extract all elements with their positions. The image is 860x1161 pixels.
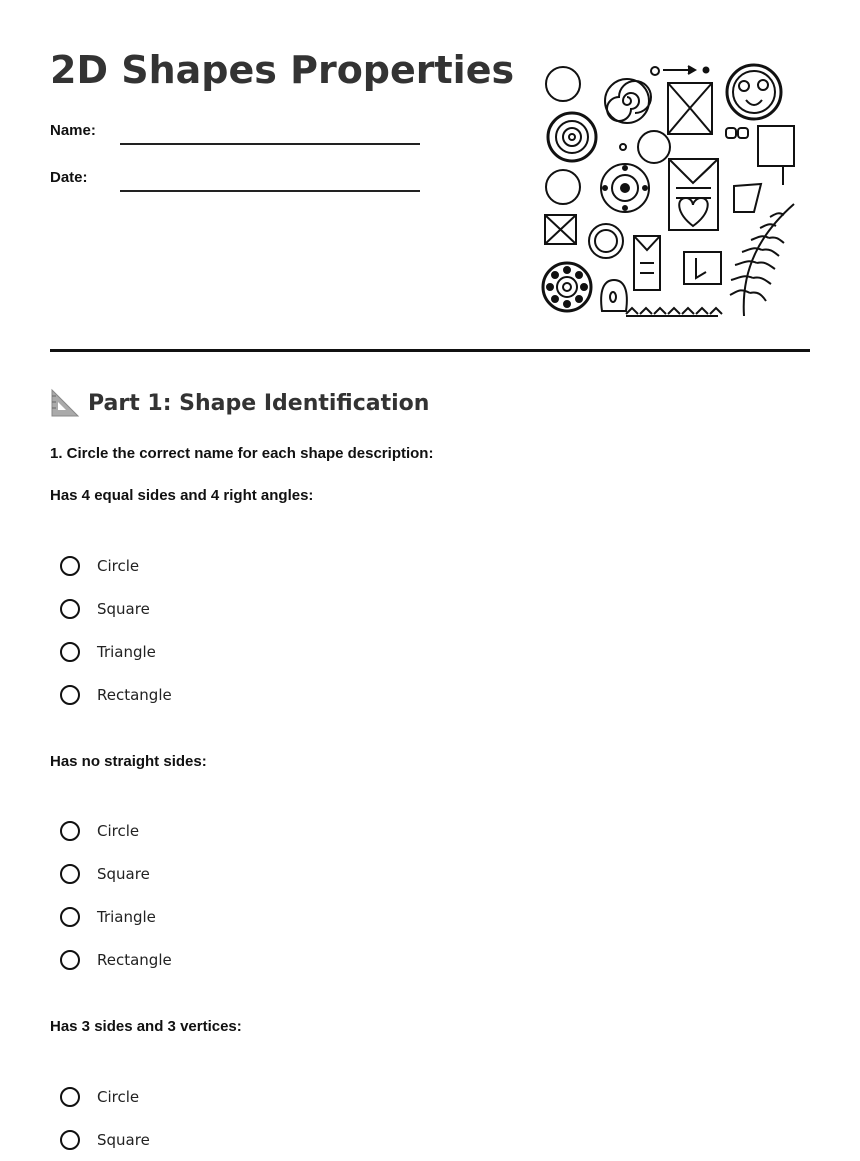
worksheet-title: 2D Shapes Properties	[50, 48, 515, 92]
option-label: Circle	[97, 822, 140, 840]
instruction-text: 1. Circle the correct name for each shape description:	[50, 445, 434, 462]
date-line[interactable]	[120, 190, 420, 192]
tiki-small-icon	[634, 236, 660, 290]
option-rectangle[interactable]	[60, 948, 172, 972]
radio-button[interactable]	[60, 907, 80, 927]
option-label: Square	[97, 865, 150, 883]
option-label: Circle	[97, 1088, 140, 1106]
maori-pattern-shapes-collage-icon	[536, 58, 806, 324]
radio-button[interactable]	[60, 1087, 80, 1107]
option-label: Triangle	[97, 643, 156, 661]
option-label: Rectangle	[97, 686, 172, 704]
option-square[interactable]	[60, 1128, 150, 1152]
option-triangle[interactable]	[60, 905, 156, 929]
section-title: Part 1: Shape Identification	[88, 390, 430, 416]
fern-icon	[730, 204, 794, 316]
radio-button[interactable]	[60, 642, 80, 662]
option-rectangle[interactable]	[60, 683, 172, 707]
spiral-icon	[605, 79, 651, 123]
question-prompt: Has 4 equal sides and 4 right angles:	[50, 487, 314, 504]
spiral-icon	[548, 113, 596, 161]
question-prompt: Has 3 sides and 3 vertices:	[50, 1018, 242, 1035]
set-square-icon	[50, 388, 80, 418]
option-label: Square	[97, 600, 150, 618]
radio-button[interactable]	[60, 556, 80, 576]
radio-button[interactable]	[60, 1130, 80, 1150]
question-prompt: Has no straight sides:	[50, 753, 207, 770]
option-circle[interactable]	[60, 819, 139, 843]
radio-button[interactable]	[60, 864, 80, 884]
option-square[interactable]	[60, 862, 150, 886]
section-heading	[50, 388, 429, 418]
ring-icon	[589, 224, 623, 258]
radio-button[interactable]	[60, 685, 80, 705]
date-label: Date:	[50, 169, 88, 186]
option-circle[interactable]	[60, 1085, 139, 1109]
name-label: Name:	[50, 122, 96, 139]
tiki-icon	[669, 159, 718, 230]
option-label: Circle	[97, 557, 140, 575]
radio-button[interactable]	[60, 821, 80, 841]
option-square[interactable]	[60, 597, 150, 621]
name-line[interactable]	[120, 143, 420, 145]
radio-button[interactable]	[60, 950, 80, 970]
header-divider	[50, 349, 810, 352]
flower-circle-icon	[543, 263, 591, 311]
option-triangle[interactable]	[60, 640, 156, 664]
option-circle[interactable]	[60, 554, 139, 578]
option-label: Rectangle	[97, 951, 172, 969]
option-label: Triangle	[97, 908, 156, 926]
radio-button[interactable]	[60, 599, 80, 619]
sun-circle-icon	[601, 164, 649, 212]
face-icon	[727, 65, 781, 119]
option-label: Square	[97, 1131, 150, 1149]
